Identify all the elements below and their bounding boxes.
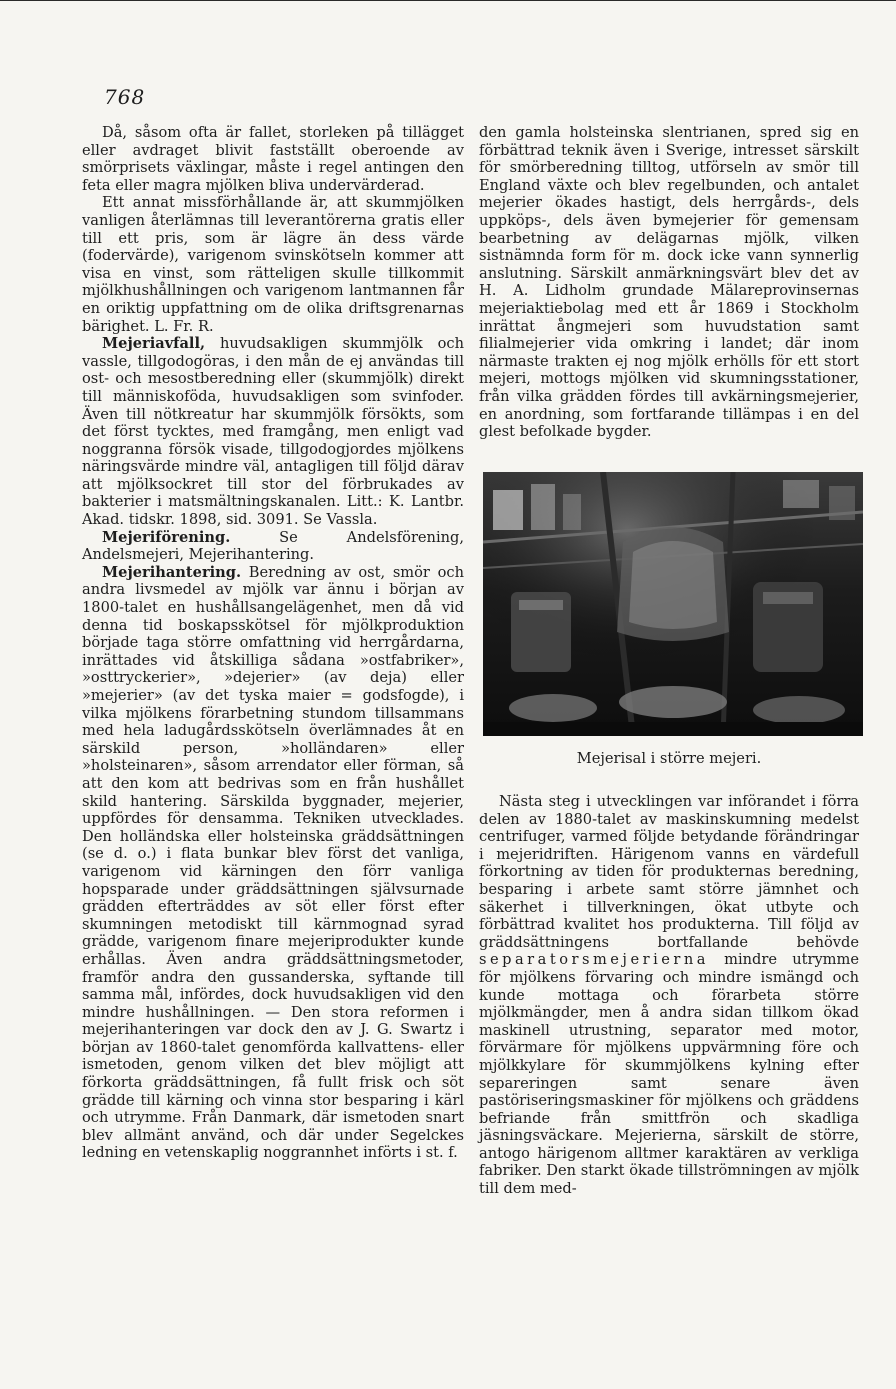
right-column-bottom	[479, 793, 859, 1198]
entry-mejerihantering	[82, 564, 464, 1162]
entry-mejeriavfall	[82, 335, 464, 529]
spaced-term: separatorsmejerierna	[479, 951, 709, 969]
page-top-rule	[0, 0, 896, 1]
entry-headword: Mejeriförening.	[102, 528, 231, 546]
left-column	[82, 124, 464, 1162]
entry-text: Beredning av ost, smör och andra livsmedel av mjölk var ännu i början av 1800-talet en hushållsangelägenhet, men då vid denna tid boskapsskötsel för mjölkproduktion började taga större omfattning vid herrgårdarna, inrättades vid åtskilliga sådana »ostfabriker», »osttryckerier», »dejerier» (av deja) eller »mejerier» (av det tyska maier = godsfogde), i vilka mjölkens förarbetning stundom tillsammans med hela ladugårdsskötseln överlämnades åt en särskild person, »holländaren» eller »holsteinaren», såsom arrendator eller förman, så att den kom att bedrivas som en från hushållet skild hantering. Särskilda byggnader, mejerier, uppfördes för densamma. Tekniken utvecklades. Den holländska eller holsteinska gräddsättningen (se d. o.) i flata bunkar blev först det vanliga, varigenom vid kärningen den förr vanliga hopsparade under gräddsättningen självsurnade grädden efterträddes av söt eller först efter skumningen metodiskt till kärnmognad syrad grädde, varigenom finare mejeriprodukter kunde erhållas. Även andra gräddsättningsmetoder, framför andra den gussanderska, syftande till samma mål, infördes, dock huvudsakligen vid den mindre hushållningen. — Den stora reformen i mejerihanteringen var dock den av J. G. Swartz i början av 1860-talet genomförda kallvattens- eller ismetoden, genom vilken det blev möjligt att förkorta gräddsättningen, få fullt frisk och söt grädde till kärning och vinna stor besparing i kärl och utrymme. Från Danmark, där ismetoden snart blev allmänt använd, och där under Segelckes ledning en vetenskaplig noggrannhet införts i st. f.	[82, 563, 464, 1162]
paragraph: Ett annat missförhållande är, att skummjölken vanligen återlämnas till leverantörerna gratis eller till ett pris, som är lägre än dess värde (fodervärde), varigenom svinskötseln kommer att visa en vinst, som rätteligen skulle tillkommit mjölkhushållningen och varigenom lantmannen får en oriktig uppfattning om de olika driftsgrenarnas bärighet. L. Fr. R.	[82, 194, 464, 335]
entry-headword: Mejerihantering.	[102, 563, 242, 581]
entry-mejeriforening	[82, 529, 464, 564]
paragraph-text: Nästa steg i utvecklingen var införandet i förra delen av 1880-talet av maskinskumning medelst centrifuger, varmed följde betydande förändringar i mejeridriften. Härigenom vanns en värdefull förkortning av tiden för produkternas beredning, besparing i arbete samt större jämnhet och säkerhet i tillverkningen, ökat utbyte och förbättrad kvalitet hos produkterna. Till följd av gräddsättningens bortfallande behövde	[479, 793, 859, 951]
right-column-top	[479, 124, 859, 441]
entry-text: Se Andelsförening, Andelsmejeri, Mejerihantering.	[82, 528, 464, 564]
dairy-hall-photo	[483, 472, 863, 736]
figure-caption: Mejerisal i större mejeri.	[576, 750, 762, 767]
paragraph-text: mindre utrymme för mjölkens förvaring och mindre ismängd och kunde mottaga och förarbeta större mjölkmängder, men å andra sidan tillkom ökad maskinell utrustning, separator med motor, förvärmare för mjölkens uppvärmning före och mjölkkylare för skummjölkens kylning efter separeringen samt senare även pastöriseringsmaskiner för mjölkens och gräddens befriande från smittfrön och skadliga jäsningsväckare. Mejerierna, särskilt de större, antogo härigenom alltmer karaktären av verkliga fabriker. Den starkt ökade tillströmningen av mjölk till dem med-	[479, 951, 859, 1198]
paragraph: Då, såsom ofta är fallet, storleken på tillägget eller avdraget blivit fastställt oberoende av smörprisets växlingar, måste i regel antingen den feta eller magra mjölken bliva undervärderad.	[82, 124, 464, 194]
entry-headword: Mejeriavfall,	[102, 335, 206, 353]
entry-text: huvudsakligen skummjölk och vassle, tillgodogöras, i den mån de ej användas till ost- och mesostberedning eller (skummjölk) direkt till människoföda, huvudsakligen som svinfoder. Även till nötkreatur har skummjölk försökts, som det först tycktes, med framgång, men enligt vad noggranna försök visade, tillgodogjordes mjölkens näringsvärde mindre väl, antagligen till följd därav att mjölksockret till stor del förbrukades av bakterier i matsmältningskanalen. Litt.: K. Lantbr. Akad. tidskr. 1898, sid. 3091. Se Vassla.	[82, 335, 464, 529]
paragraph	[479, 793, 859, 1198]
paragraph: den gamla holsteinska slentrianen, spred sig en förbättrad teknik även i Sverige, intresset särskilt för smörberedning tilltog, utförseln av smör till England växte och blev regelbunden, och antalet mejerier ökades hastigt, dels herrgårds-, dels uppköps-, dels även bymejerier för gemensam bearbetning av delägarnas mjölk, vilken sistnämnda form för m. dock icke vann synnerlig anslutning. Särskilt anmärkningsvärt blev det av H. A. Lidholm grundade Mälareprovinsernas mejeriaktiebolag med ett år 1869 i Stockholm inrättat ångmejeri som huvudstation samt filialmejerier vida omkring i landet; där inom närmaste trakten ej nog mjölk erhölls för ett stort mejeri, mottogs mjölken vid skumningsstationer, från vilka grädden fördes till avkärningsmejerier, en anordning, som fortfarande tillämpas i en del glest befolkade bygder.	[479, 124, 859, 441]
page-number: 768	[104, 85, 146, 109]
